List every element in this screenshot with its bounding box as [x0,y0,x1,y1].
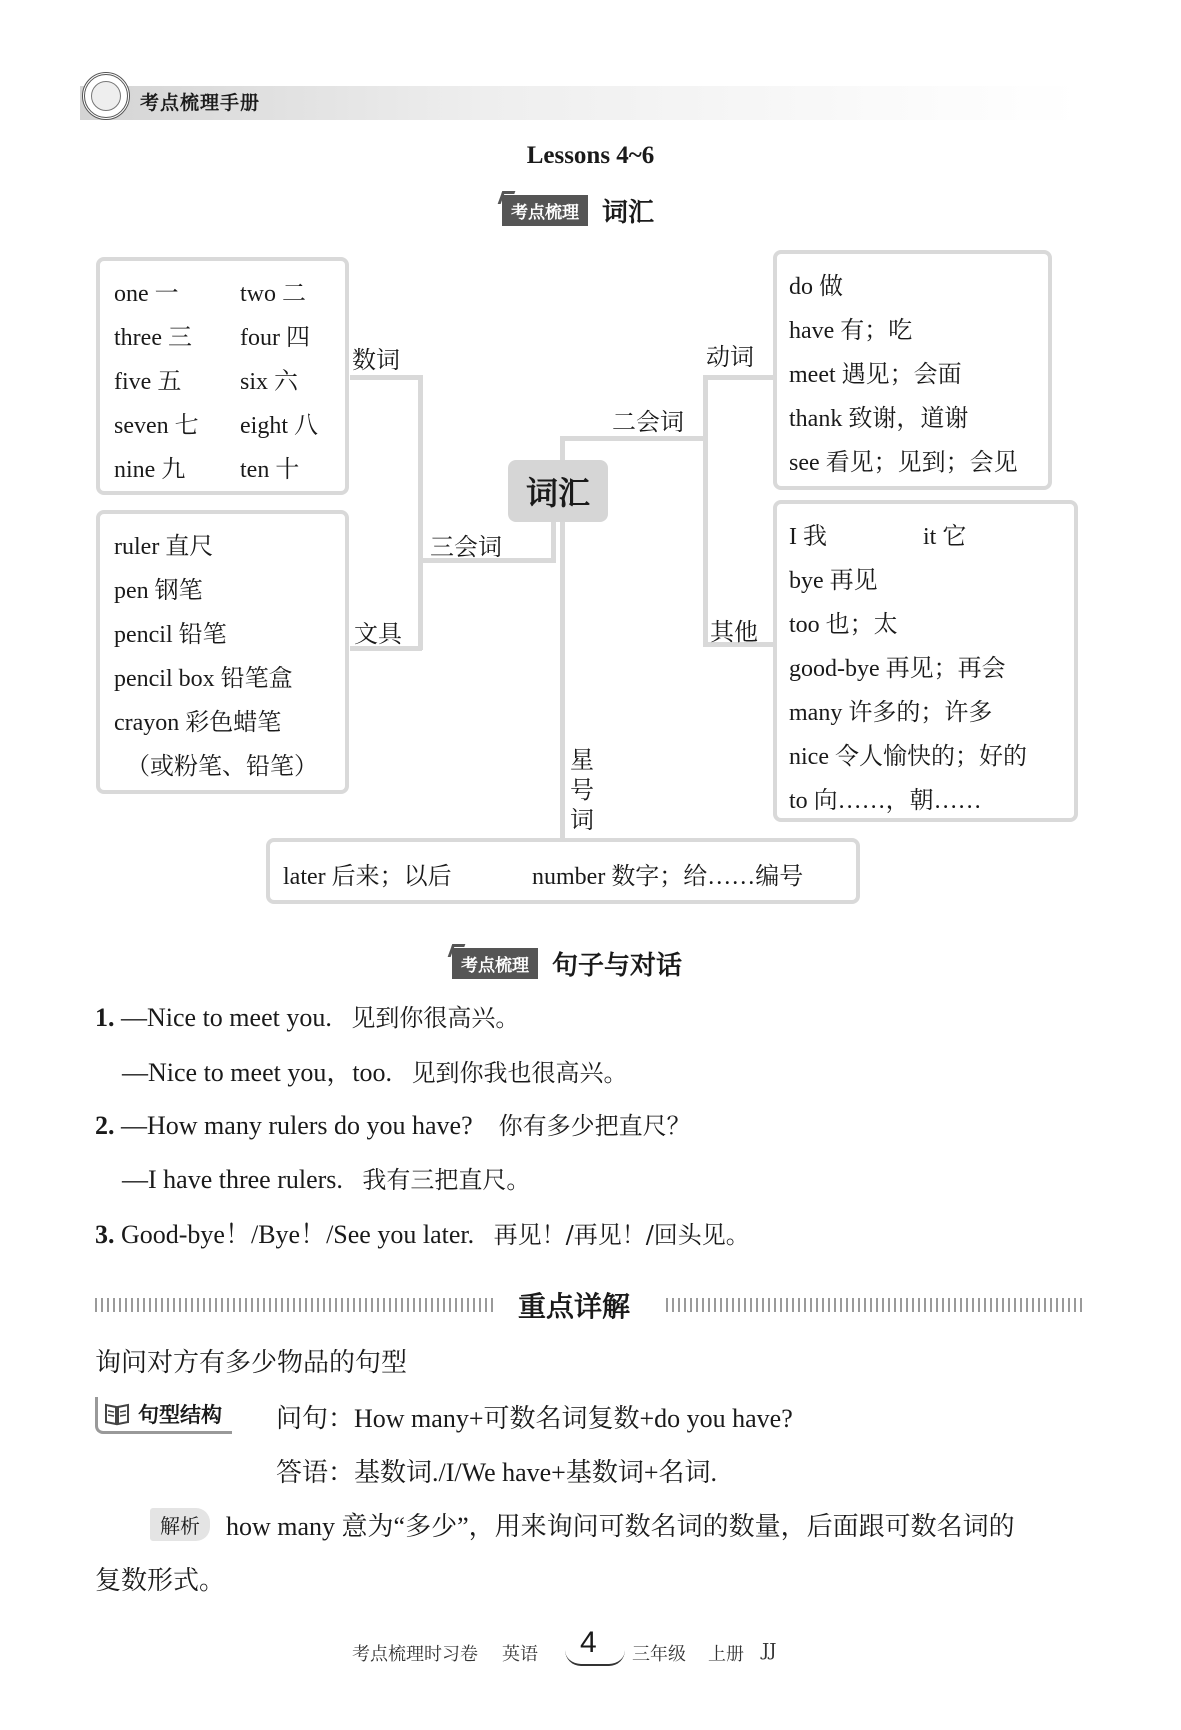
word-item: later 后来；以后 [283,864,452,890]
word-item: five 五 [114,369,182,395]
footer-subject: 英语 [502,1644,538,1665]
lesson-title: Lessons 4~6 [526,142,655,169]
connector [551,515,556,563]
mindmap-center: 词汇 [508,460,608,522]
structure-question: 问句：How many+可数名词复数+do you have? [276,1404,793,1433]
connector [703,375,708,645]
connector [703,375,775,380]
word-item: thank 致谢，道谢 [789,406,969,432]
word-item: it 它 [923,524,967,550]
branch-shuci: 数词 [352,346,400,374]
word-item: pencil 铅笔 [114,622,227,648]
word-item: seven 七 [114,413,199,439]
page-number: 4 [580,1626,597,1659]
branch-xinghao: 星号词 [570,746,594,834]
header-title: 考点梳理手册 [140,92,261,114]
branch-dongci: 动词 [706,343,754,371]
footer-edition: JJ [762,1640,777,1661]
focus-title: 重点详解 [518,1290,631,1323]
word-item: to 向……，朝…… [789,788,982,814]
divider-right [666,1298,1086,1312]
branch-sanhui: 三会词 [430,533,502,561]
analysis-line-1: how many 意为“多少”，用来询问可数名词的数量，后面跟可数名词的 [226,1512,1015,1541]
branch-erhui: 二会词 [612,408,684,436]
others-box [773,500,1078,822]
word-item: too 也；太 [789,612,898,638]
section-sentences-heading [452,945,682,982]
footer-book-title: 考点梳理时习卷 [352,1644,478,1665]
sentence-2a: 2. —How many rulers do you have? 你有多少把直尺？ [95,1111,691,1140]
footer-volume: 上册 [708,1644,744,1665]
sentence-2b: —I have three rulers. 我有三把直尺。 [122,1165,531,1194]
word-item: six 六 [240,369,299,395]
word-item: ruler 直尺 [114,534,214,560]
focus-subheading: 询问对方有多少物品的句型 [95,1348,408,1378]
word-item: I 我 [789,524,827,550]
word-item: crayon 彩色蜡笔 [114,710,282,736]
word-item: have 有；吃 [789,318,913,344]
section-title: 句子与对话 [552,951,683,981]
analysis-line-2: 复数形式。 [95,1566,226,1595]
section-title: 词汇 [602,198,655,228]
word-item: nine 九 [114,457,186,483]
word-item: many 许多的；许多 [789,700,993,726]
structure-answer: 答语：基数词./I/We have+基数词+名词. [276,1458,718,1487]
section-tag: 考点梳理 [452,948,538,979]
connector [418,375,423,650]
sentence-3: 3. Good-bye！/Bye！/See you later. 再见！/再见！/回头见。 [95,1220,750,1249]
word-item: do 做 [789,274,843,300]
branch-wenju: 文具 [354,620,402,648]
book-icon [104,1402,130,1426]
section-tag: 考点梳理 [502,195,588,226]
word-item: see 看见；见到；会见 [789,450,1018,476]
word-item: good-bye 再见；再会 [789,656,1006,682]
branch-qita: 其他 [710,618,758,646]
divider-left [95,1298,495,1312]
word-item: pen 钢笔 [114,578,203,604]
publisher-logo [82,72,130,120]
star-words-box [266,838,860,904]
numbers-box [96,257,349,495]
connector [350,375,422,380]
word-item: ten 十 [240,457,300,483]
word-item: number 数字；给……编号 [532,864,804,890]
word-item: nice 令人愉快的；好的 [789,744,1027,770]
word-item: three 三 [114,325,192,351]
stationery-box [96,510,349,794]
verbs-box [773,250,1052,490]
page-number-ornament [565,1650,625,1666]
analysis-tag: 解析 [150,1508,210,1541]
footer-grade: 三年级 [632,1644,686,1665]
connector [560,520,565,840]
word-item: eight 八 [240,413,318,439]
sentence-1b: —Nice to meet you，too. 见到你我也很高兴。 [122,1058,628,1087]
structure-tag: 句型结构 [95,1397,232,1434]
word-item: bye 再见 [789,568,878,594]
sentence-1a: 1. —Nice to meet you. 见到你很高兴。 [95,1003,520,1032]
word-item: two 二 [240,281,306,307]
word-item: one 一 [114,281,179,307]
word-item: pencil box 铅笔盒 [114,666,293,692]
word-item: meet 遇见；会面 [789,362,962,388]
section-vocab-heading [502,192,654,229]
word-item: （或粉笔、铅笔） [126,754,318,780]
word-item: four 四 [240,325,310,351]
